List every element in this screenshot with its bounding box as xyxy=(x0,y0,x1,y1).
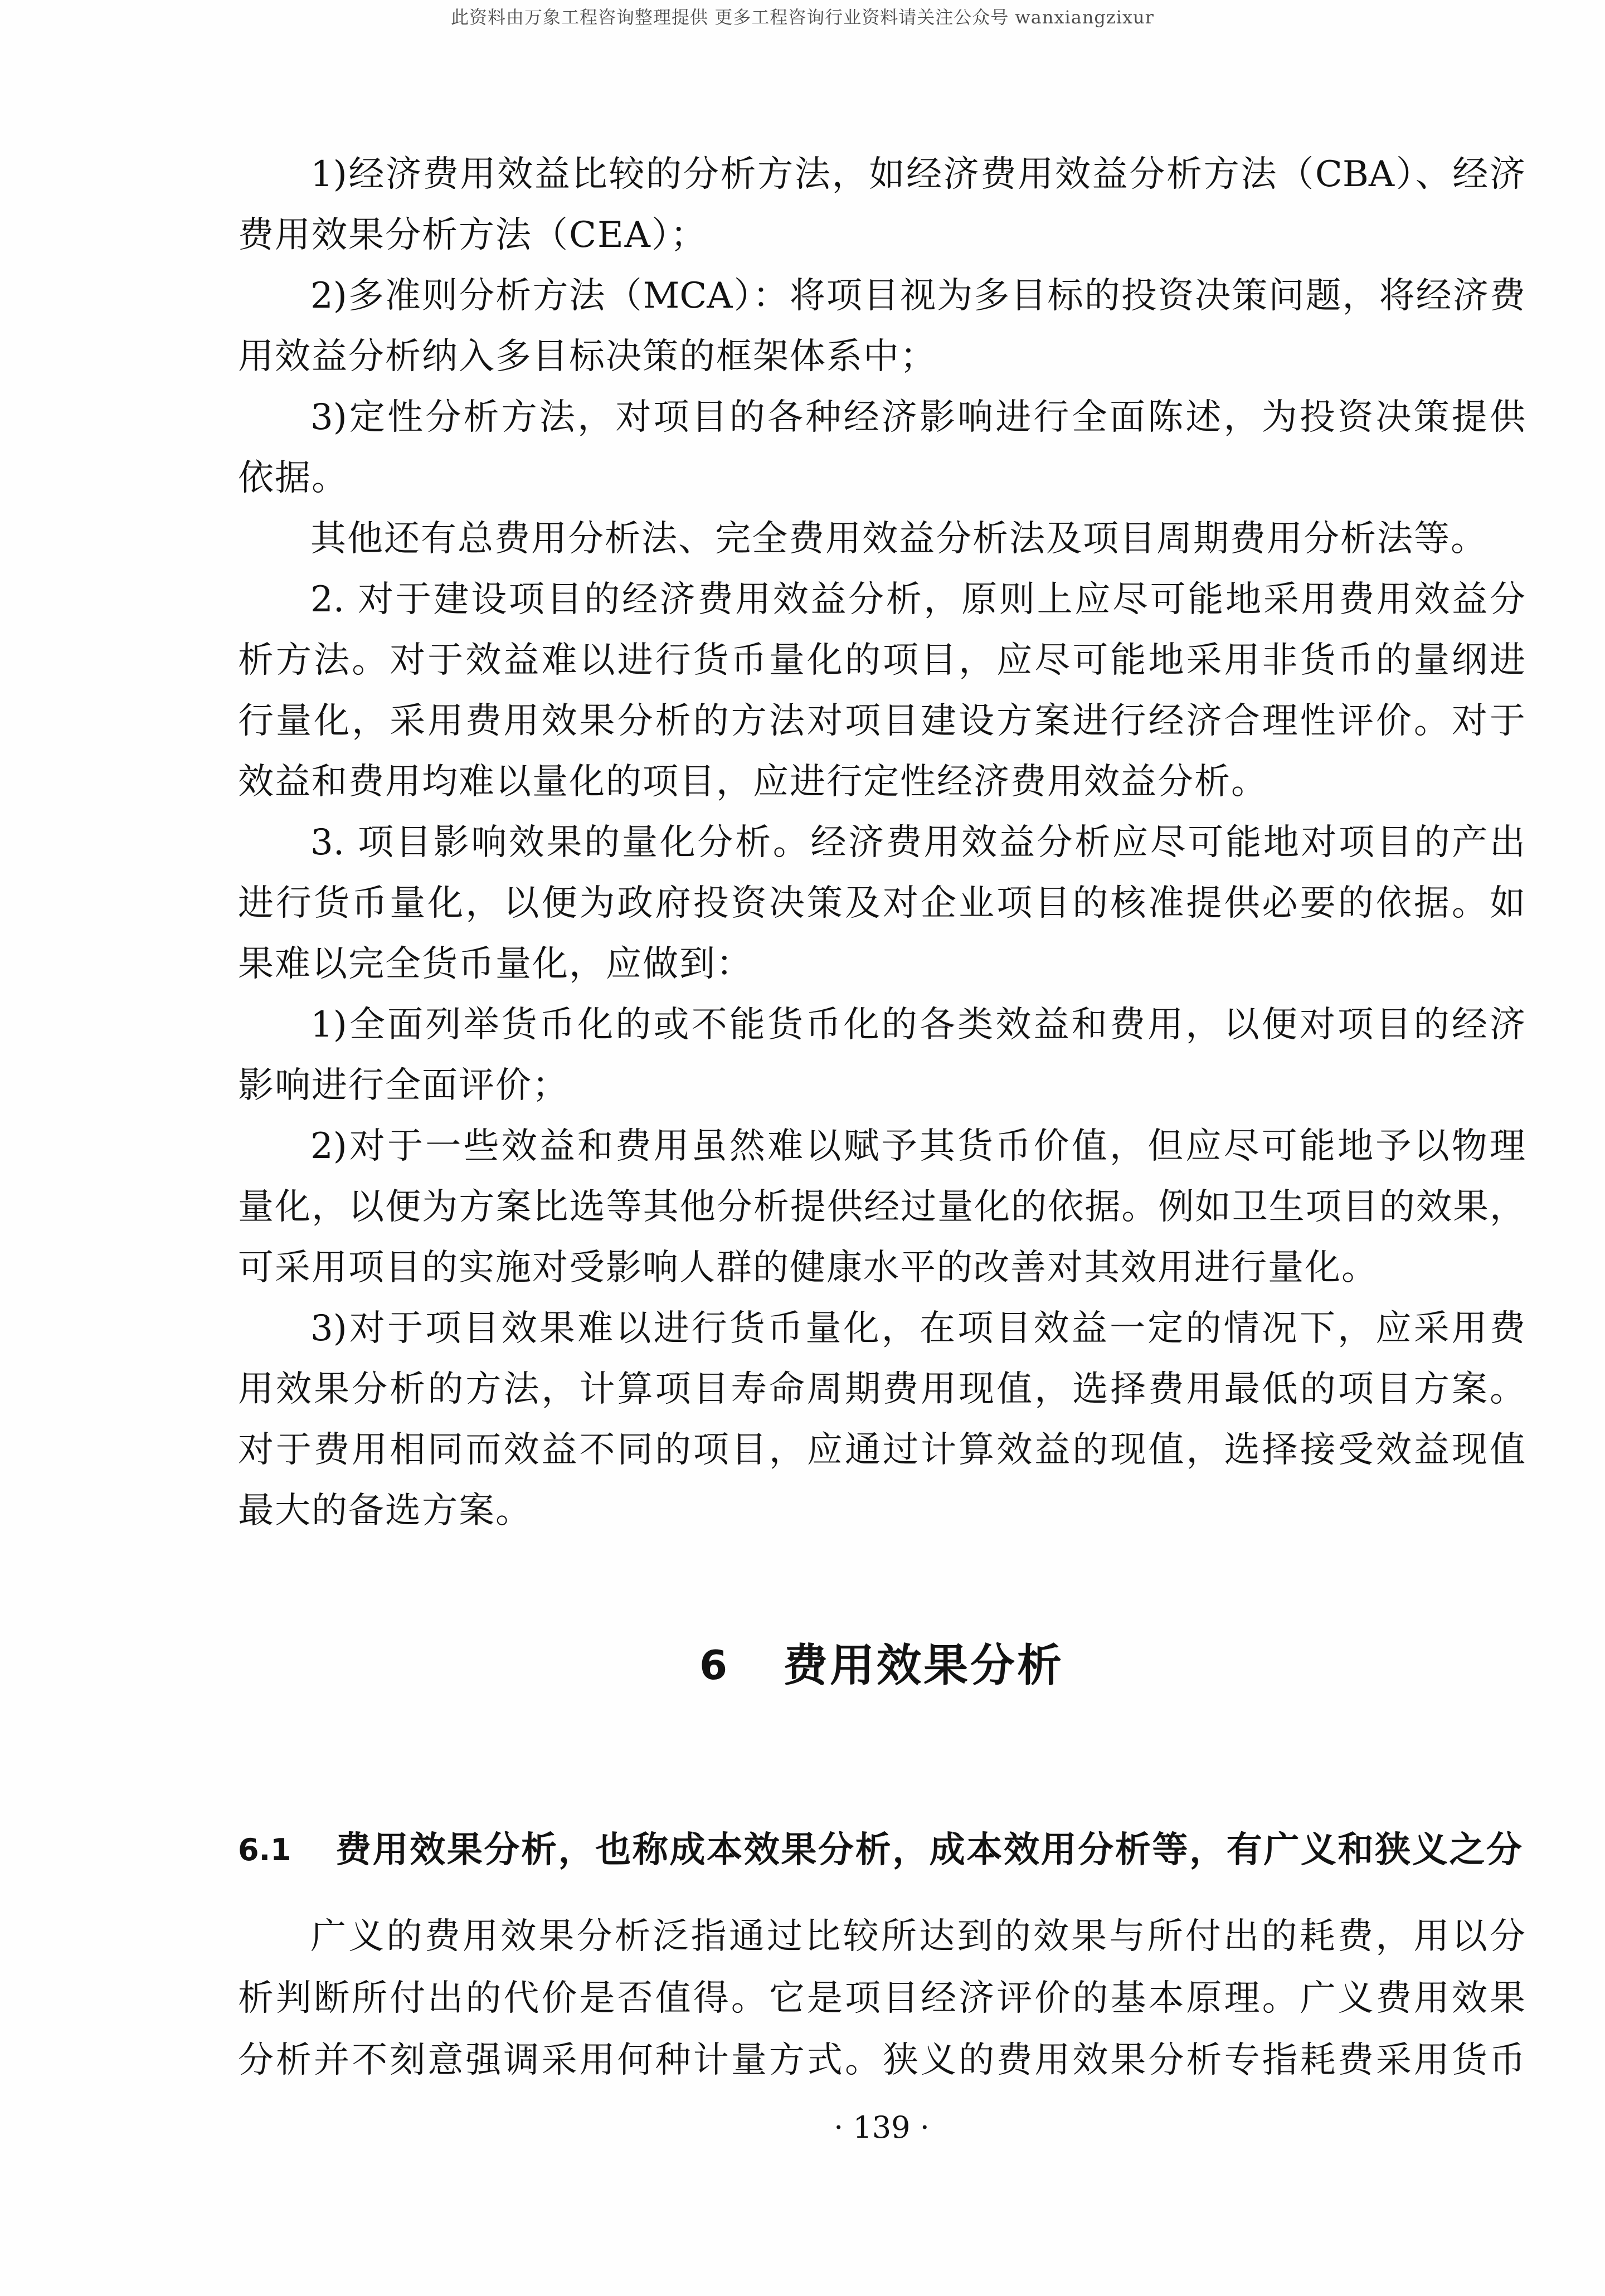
paragraph xyxy=(238,144,1525,266)
text-line: 用效果分析的方法，计算项目寿命周期费用现值，选择费用最低的项目方案。 xyxy=(238,1369,1525,1410)
text-line: 2)对于一些效益和费用虽然难以赋予其货币价值，但应尽可能地予以物理 xyxy=(310,1126,1525,1167)
text-line: 可采用项目的实施对受影响人群的健康水平的改善对其效用进行量化。 xyxy=(238,1247,1378,1288)
text-line: 费用效果分析方法（CEA）； xyxy=(238,215,707,256)
subsection-heading xyxy=(238,1822,1525,1878)
paragraph xyxy=(238,266,1525,387)
text-line: 3)对于项目效果难以进行货币量化，在项目效益一定的情况下，应采用费 xyxy=(310,1308,1525,1349)
text-line: 对于费用相同而效益不同的项目，应通过计算效益的现值，选择接受效益现值 xyxy=(238,1429,1525,1471)
text-line: 3. 项目影响效果的量化分析。经济费用效益分析应尽可能地对项目的产出 xyxy=(310,822,1525,863)
text-line: 3)定性分析方法，对项目的各种经济影响进行全面陈述，为投资决策提供 xyxy=(310,397,1525,438)
text-line: 进行货币量化，以便为政府投资决策及对企业项目的核准提供必要的依据。如 xyxy=(238,883,1525,924)
paragraph xyxy=(238,509,1525,570)
paragraph xyxy=(238,1116,1525,1298)
text-line: 1)经济费用效益比较的分析方法，如经济费用效益分析方法（CBA）、经济 xyxy=(310,154,1525,195)
text-line: 依据。 xyxy=(238,458,348,499)
text-line: 分析并不刻意强调采用何种计量方式。狭义的费用效果分析专指耗费采用货币 xyxy=(238,2040,1525,2081)
text-line: 行量化，采用费用效果分析的方法对项目建设方案进行经济合理性评价。对于 xyxy=(238,701,1525,742)
page-number: · 139 · xyxy=(834,2110,930,2145)
section-heading xyxy=(238,1637,1525,1693)
text-line: 用效益分析纳入多目标决策的框架体系中； xyxy=(238,336,937,377)
paragraph xyxy=(238,570,1525,813)
body-text xyxy=(238,144,1525,1541)
text-line: 析判断所付出的代价是否值得。它是项目经济评价的基本原理。广义费用效果 xyxy=(238,1978,1525,2019)
subsection-number: 6.1 xyxy=(238,1832,291,1867)
text-line: 影响进行全面评价； xyxy=(238,1065,569,1106)
subsection-title: 费用效果分析，也称成本效果分析，成本效用分析等，有广义和狭义之分 xyxy=(335,1829,1522,1871)
text-line: 析方法。对于效益难以进行货币量化的项目，应尽可能地采用非货币的量纲进 xyxy=(238,640,1525,681)
text-line: 2)多准则分析方法（MCA）：将项目视为多目标的投资决策问题，将经济费 xyxy=(310,275,1525,317)
subsection-body xyxy=(238,1906,1525,2091)
section-number: 6 xyxy=(699,1642,728,1689)
paragraph xyxy=(238,387,1525,509)
section-title: 费用效果分析 xyxy=(783,1639,1064,1691)
paragraph xyxy=(238,1298,1525,1541)
text-line: 量化，以便为方案比选等其他分析提供经过量化的依据。例如卫生项目的效果， xyxy=(238,1186,1525,1228)
text-line: 其他还有总费用分析法、完全费用效益分析法及项目周期费用分析法等。 xyxy=(310,518,1487,560)
text-line: 最大的备选方案。 xyxy=(238,1490,532,1531)
text-line: 2. 对于建设项目的经济费用效益分析，原则上应尽可能地采用费用效益分 xyxy=(310,579,1525,620)
header-watermark: 此资料由万象工程咨询整理提供 更多工程咨询行业资料请关注公众号 wanxiangzixur xyxy=(451,7,1154,28)
paragraph xyxy=(238,813,1525,995)
text-line: 广义的费用效果分析泛指通过比较所达到的效果与所付出的耗费，用以分 xyxy=(310,1916,1525,1957)
paragraph xyxy=(238,995,1525,1116)
paragraph xyxy=(238,1906,1525,2091)
text-line: 1)全面列举货币化的或不能货币化的各类效益和费用，以便对项目的经济 xyxy=(310,1004,1525,1045)
text-line: 果难以完全货币量化，应做到： xyxy=(238,943,753,985)
text-line: 效益和费用均难以量化的项目，应进行定性经济费用效益分析。 xyxy=(238,761,1268,802)
